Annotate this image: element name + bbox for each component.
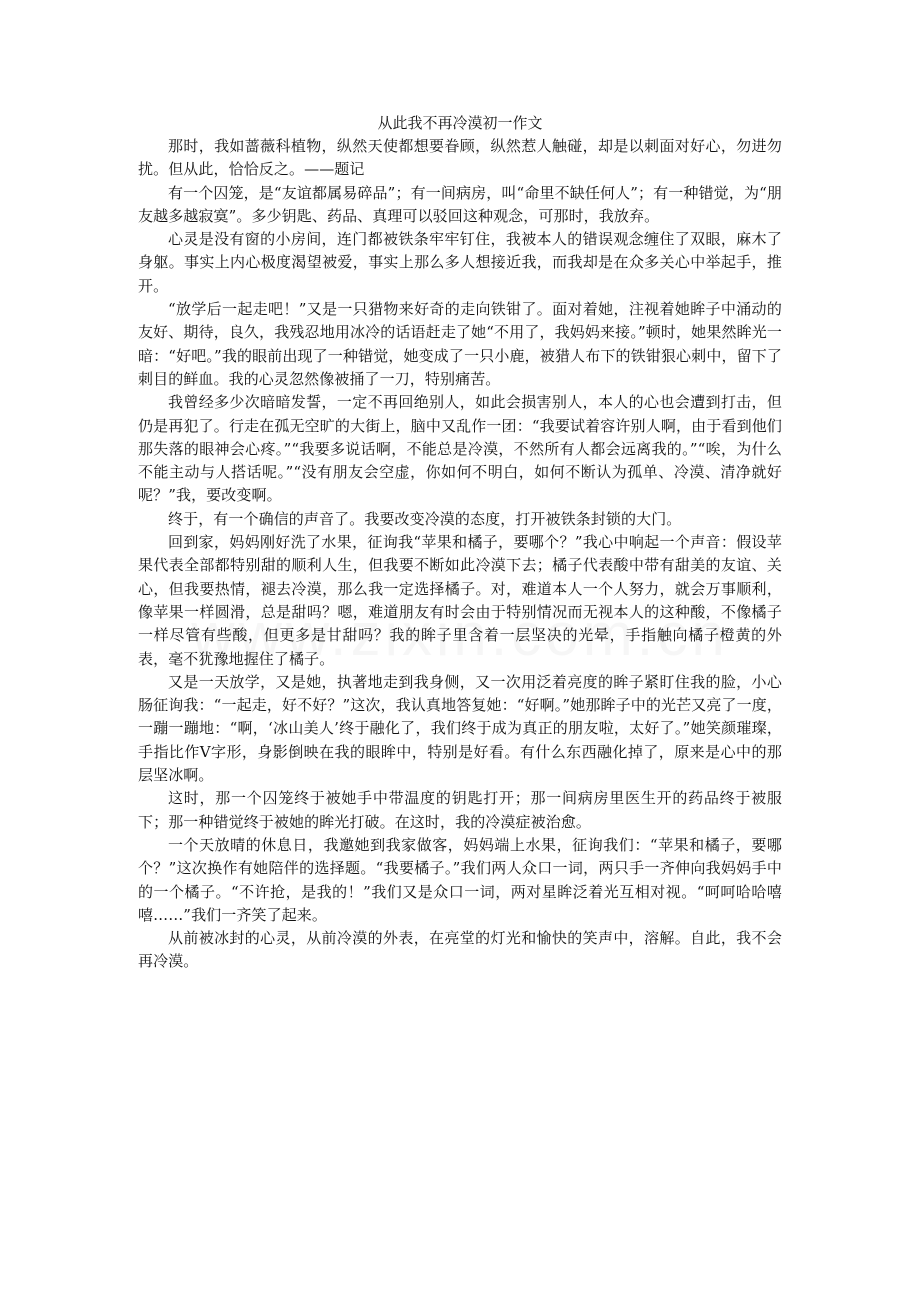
paragraph: 又是一天放学，又是她，执著地走到我身侧，又一次用泛着亮度的眸子紧盯住我的脸，小心肠征询我：“一起走，好不好？”这次，我认真地答复她：“好啊。”她那眸子中的光芒又亮了一度，一蹦一蹦地：“啊，‘冰山美人’终于融化了，我们终于成为真正的朋友啦，太好了。”她笑颜璀璨，手指比作V字形，身影倒映在我的眼眸中，特别是好看。有什么东西融化掉了，原来是心中的那层坚冰啊。 — [138, 672, 782, 785]
paragraph: 一个天放晴的休息日，我邀她到我家做客，妈妈端上水果，征询我们：“苹果和橘子，要哪个？”这次换作有她陪伴的选择题。“我要橘子。”我们两人众口一词，两只手一齐伸向我妈妈手中的一个橘子。“不许抢，是我的！”我们又是众口一词，两对星眸泛着光互相对视。“呵呵哈哈嘻嘻……”我们一齐笑了起来。 — [138, 835, 782, 924]
paragraph-conclusion: 从前被冰封的心灵，从前冷漠的外表，在亮堂的灯光和愉快的笑声中，溶解。自此，我不会再冷漠。 — [138, 929, 782, 971]
paragraph: 心灵是没有窗的小房间，连门都被铁条牢牢钉住，我被本人的错误观念缠住了双眼，麻木了身躯。事实上内心极度渴望被爱，事实上那么多人想接近我，而我却是在众多关心中举起手，推开。 — [138, 230, 782, 295]
paragraph: 回到家，妈妈刚好洗了水果，征询我“苹果和橘子，要哪个？”我心中响起一个声音：假设苹果代表全部都特别甜的顺利人生，但我要不断如此冷漠下去；橘子代表酸中带有甜美的友谊、关心，但我要热情，褪去冷漠，那么我一定选择橘子。对，难道本人一个人努力，就会万事顺利，像苹果一样圆滑，总是甜吗？嗯，难道朋友有时会由于特别情况而无视本人的这种酸，不像橘子一样尽管有些酸，但更多是甘甜吗？我的眸子里含着一层坚决的光晕，手指触向橘子橙黄的外表，毫不犹豫地握住了橘子。 — [138, 533, 782, 668]
paragraph: 有一个囚笼，是“友谊都属易碎品”；有一间病房，叫“命里不缺任何人”；有一种错觉，为“朋友越多越寂寞”。多少钥匙、药品、真理可以驳回这种观念，可那时，我放弃。 — [138, 183, 782, 225]
document-title: 从此我不再冷漠初一作文 — [377, 114, 543, 132]
document-page — [138, 112, 782, 974]
paragraph: 我曾经多少次暗暗发誓，一定不再回绝别人，如此会损害别人，本人的心也会遭到打击，但仍是再犯了。行走在孤无空旷的大街上，脑中又乱作一团：“我要试着容许别人啊，由于看到他们那失落的眼神会心疼。”“我要多说话啊，不能总是冷漠，不然所有人都会远离我的。”“唉，为什么不能主动与人搭话呢。”“没有朋友会空虚，你如何不明白，如何不断认为孤单、冷漠、清净就好呢？”我，要改变啊。 — [138, 393, 782, 505]
paragraph: “放学后一起走吧！”又是一只猎物来好奇的走向铁钳了。面对着她，注视着她眸子中涌动的友好、期待，良久，我残忍地用冰冷的话语赶走了她“不用了，我妈妈来接。”顿时，她果然眸光一暗：“好吧。”我的眼前出现了一种错觉，她变成了一只小鹿，被猎人布下的铁钳狠心刺中，留下了刺目的鲜血。我的心灵忽然像被捅了一刀，特别痛苦。 — [138, 300, 782, 388]
paragraph: 终于，有一个确信的声音了。我要改变冷漠的态度，打开被铁条封锁的大门。 — [168, 509, 682, 528]
paragraph-epigraph: 那时，我如蔷薇科植物，纵然天使都想要眷顾，纵然惹人触碰，却是以刺面对好心，勿进勿扰。但从此，恰恰反之。——题记 — [138, 137, 782, 179]
paragraph: 这时，那一个囚笼终于被她手中带温度的钥匙打开；那一间病房里医生开的药品终于被服下；那一种错觉终于被她的眸光打破。在这时，我的冷漠症被治愈。 — [138, 789, 782, 831]
